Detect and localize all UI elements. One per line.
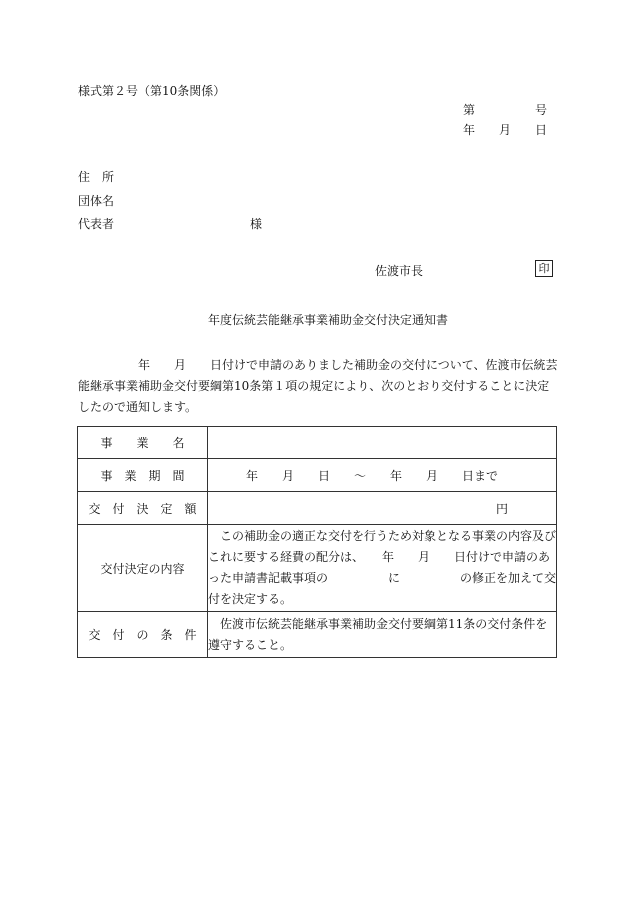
row-label: 交付決定の内容 (78, 525, 208, 612)
document-title: 年度伝統芸能継承事業補助金交付決定通知書 (208, 313, 449, 327)
row-label: 事 業 名 (78, 427, 208, 459)
table-row (78, 427, 557, 459)
row-label: 事 業 期 間 (78, 459, 208, 492)
honorific: 様 (250, 217, 263, 231)
document-number-line: 第 号 (463, 103, 548, 117)
row-value: 佐渡市伝統芸能継承事業補助金交付要綱第11条の交付条件を遵守すること。 (208, 612, 557, 658)
table-row (78, 492, 557, 525)
form-number: 様式第２号（第10条関係） (78, 84, 226, 98)
table-row (78, 612, 557, 658)
row-value (208, 427, 557, 459)
decision-table (77, 426, 557, 658)
seal-mark: 印 (535, 260, 553, 277)
group-name-label: 団体名 (78, 194, 115, 208)
row-label: 交 付 の 条 件 (78, 612, 208, 658)
row-value: この補助金の適正な交付を行うため対象となる事業の内容及びこれに要する経費の配分は、 年 月 日付けで申請のあった申請書記載事項の に の修正を加えて交付を決定する。 (208, 525, 557, 612)
row-value: 年 月 日 ～ 年 月 日まで (208, 459, 557, 492)
row-label: 交 付 決 定 額 (78, 492, 208, 525)
table-row (78, 525, 557, 612)
row-value: 円 (208, 492, 557, 525)
table-row (78, 459, 557, 492)
representative-label: 代表者 (78, 217, 115, 231)
document-date-line: 年 月 日 (463, 123, 548, 137)
issuer-name: 佐渡市長 (375, 264, 424, 278)
body-paragraph: 年 月 日付けで申請のありました補助金の交付について、佐渡市伝統芸能継承事業補助金交付要綱第10条第１項の規定により、次のとおり交付することに決定したので通知します。 (78, 358, 558, 414)
address-label: 住 所 (78, 170, 115, 184)
